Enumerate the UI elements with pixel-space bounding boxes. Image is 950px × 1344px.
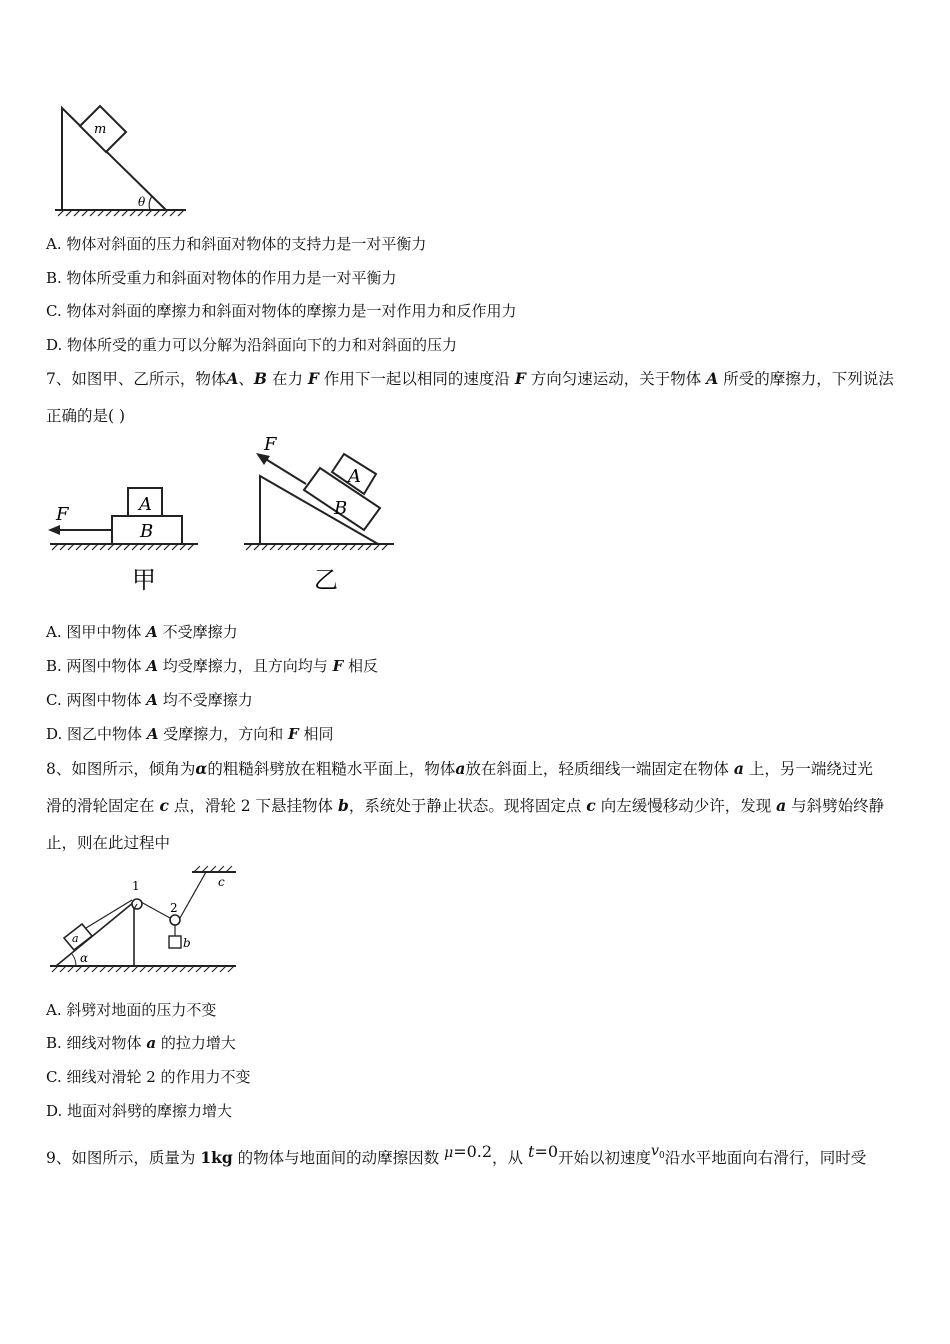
- q9-stem-line1: 9、如图所示，质量为 1kg 的物体与地面间的动摩擦因数 μ=0.2，从 t=0开始以初速度$v^0$沿水平地面向右滑行，同时受: [46, 1142, 867, 1167]
- pulley-1-label: 1: [132, 879, 140, 893]
- q6-option-c: C. 物体对斜面的摩擦力和斜面对物体的摩擦力是一对作用力和反作用力: [46, 302, 517, 320]
- q7-option-b: B. 两图中物体 A 均受摩擦力，且方向均与 F 相反: [46, 657, 379, 675]
- theta-label: θ: [138, 195, 146, 209]
- mu-symbol: μ: [444, 1145, 454, 1161]
- q6-option-d: D. 物体所受的重力可以分解为沿斜面向下的力和对斜面的压力: [46, 336, 458, 354]
- jia-force-label: F: [56, 504, 69, 525]
- yi-block-a-label: A: [348, 466, 361, 487]
- q8-option-a: A. 斜劈对地面的压力不变: [46, 1001, 217, 1019]
- yi-block-b-label: B: [334, 498, 348, 519]
- jia-caption: 甲: [132, 566, 156, 594]
- q7-option-c: C. 两图中物体 A 均不受摩擦力: [46, 691, 253, 709]
- q8-option-c: C. 细线对滑轮 2 的作用力不变: [46, 1068, 251, 1086]
- q8-option-b: B. 细线对物体 a 的拉力增大: [46, 1034, 236, 1052]
- point-c-label: c: [218, 875, 225, 889]
- q6-option-a: A. 物体对斜面的压力和斜面对物体的支持力是一对平衡力: [46, 235, 427, 253]
- q8-stem-line1: 8、如图所示，倾角为α的粗糙斜劈放在粗糙水平面上，物体a放在斜面上，轻质细线一端固定在物体 a 上，另一端绕过光: [46, 759, 873, 778]
- q7-option-a: A. 图甲中物体 A 不受摩擦力: [46, 623, 238, 641]
- q7-option-d: D. 图乙中物体 A 受摩擦力，方向和 F 相同: [46, 725, 334, 743]
- q6-option-b: B. 物体所受重力和斜面对物体的作用力是一对平衡力: [46, 269, 397, 287]
- q7-stem-line2: 正确的是( ): [46, 407, 126, 425]
- q7-figure: [42, 432, 402, 600]
- yi-caption: 乙: [314, 566, 338, 594]
- pulley-2-label: 2: [170, 901, 178, 915]
- alpha-label: α: [80, 951, 89, 965]
- q8-stem-line2: 滑的滑轮固定在 c 点，滑轮 2 下悬挂物体 b，系统处于静止状态。现将固定点 c 向左缓慢移动少许，发现 a 与斜劈始终静: [46, 796, 885, 815]
- mass-label: m: [94, 122, 107, 137]
- q8-stem-line3: 止，则在此过程中: [46, 834, 171, 852]
- incline-block-figure: [50, 100, 190, 218]
- q8-option-d: D. 地面对斜劈的摩擦力增大: [46, 1102, 233, 1120]
- block-a-label: a: [72, 932, 79, 945]
- block-b-label: b: [183, 936, 191, 950]
- q7-stem-line1: 7、如图甲、乙所示，物体A、B 在力 F 作用下一起以相同的速度沿 F 方向匀速运动，关于物体 A 所受的摩擦力，下列说法: [46, 369, 894, 388]
- q8-pulley-figure: [46, 862, 242, 978]
- jia-block-b-label: B: [140, 521, 154, 542]
- yi-force-label: F: [264, 434, 277, 455]
- jia-block-a-label: A: [139, 494, 152, 515]
